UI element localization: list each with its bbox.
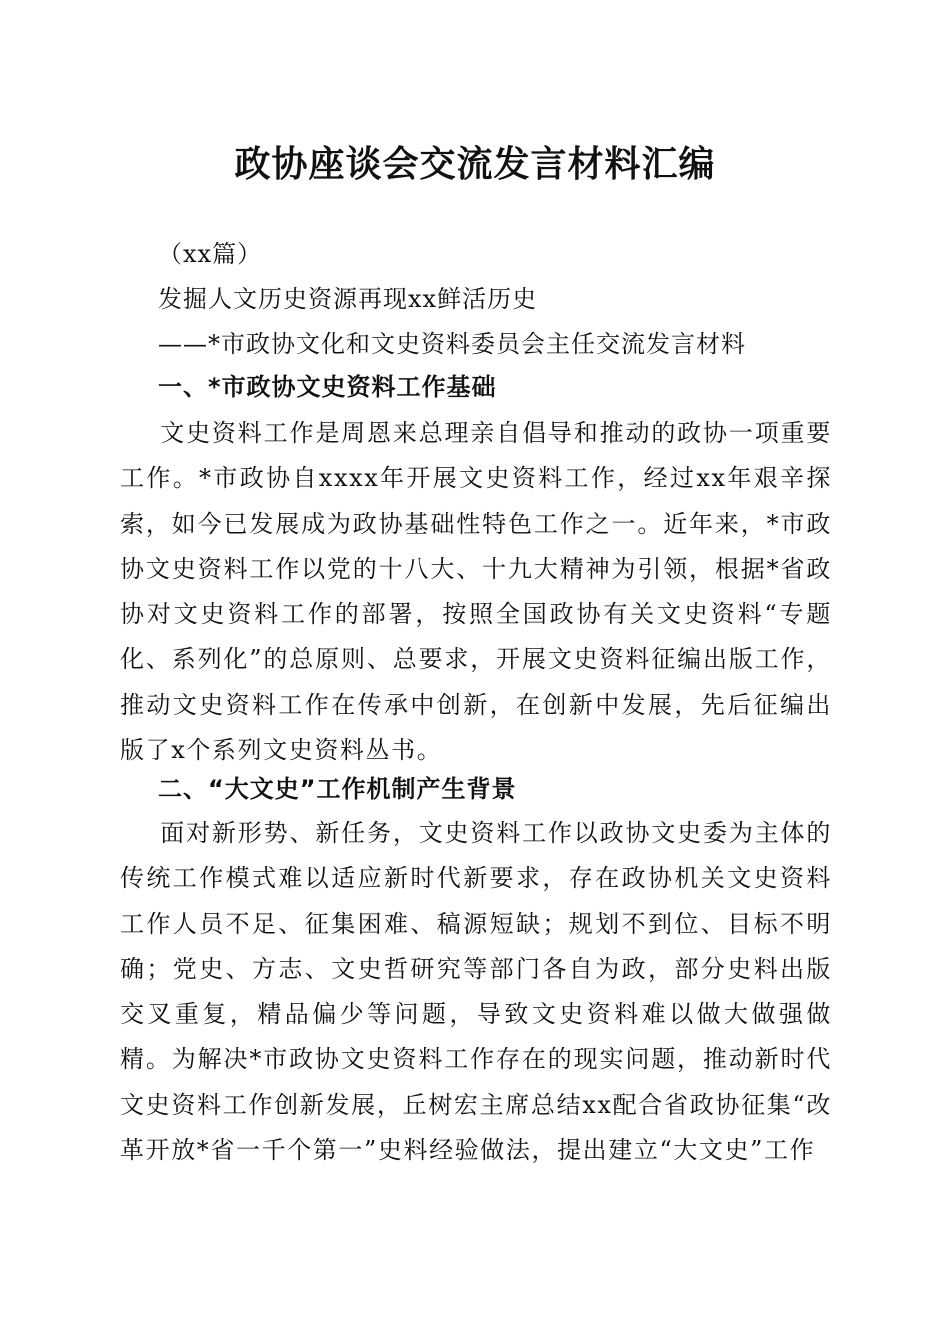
section-2-paragraph-text: 面对新形势、新任务，文史资料工作以政协文史委为主体的传统工作模式难以适应新时代新要求，存在政协机关文史资料工作人员不足、征集困难、稿源短缺；规划不到位、目标不明确；党史、方志、文史哲研究等部门各自为政，部分史料出版交叉重复，精品偏少等问题，导致文史资料难以做大做强做精。为解决*市政协文史资料工作存在的现实问题，推动新时代文史资料工作创新发展，丘树宏主席总结xx配合省政协征集“改革开放*省一千个第一”史料经验做法，提出建立“大文史”工作 xyxy=(120,819,832,1165)
section-1-paragraph-text: 文史资料工作是周恩来总理亲自倡导和推动的政协一项重要工作。*市政协自xxxx年开展文史资料工作，经过xx年艰辛探索，如今已发展成为政协基础性特色工作之一。近年来，*市政协文史资料工作以党的十八大、十九大精神为引领，根据*省政协对文史资料工作的部署，按照全国政协有关文史资料“专题化、系列化”的总原则、总要求，开展文史资料征编出版工作，推动文史资料工作在传承中创新，在创新中发展，先后征编出版了x个系列文史资料丛书。 xyxy=(120,419,832,765)
section-2-heading: 二、“大文史”工作机制产生背景 xyxy=(158,775,517,803)
byline: ——*市政协文化和文史资料委员会主任交流发言材料 xyxy=(158,330,746,358)
document-title: 政协座谈会交流发言材料汇编 xyxy=(234,144,716,185)
subtitle: 发掘人文历史资源再现xx鲜活历史 xyxy=(158,285,538,313)
section-1-heading: 一、*市政协文史资料工作基础 xyxy=(158,373,497,401)
section-1-paragraph xyxy=(120,411,832,773)
part-label: （xx篇） xyxy=(158,240,263,268)
section-2-paragraph xyxy=(120,811,832,1173)
